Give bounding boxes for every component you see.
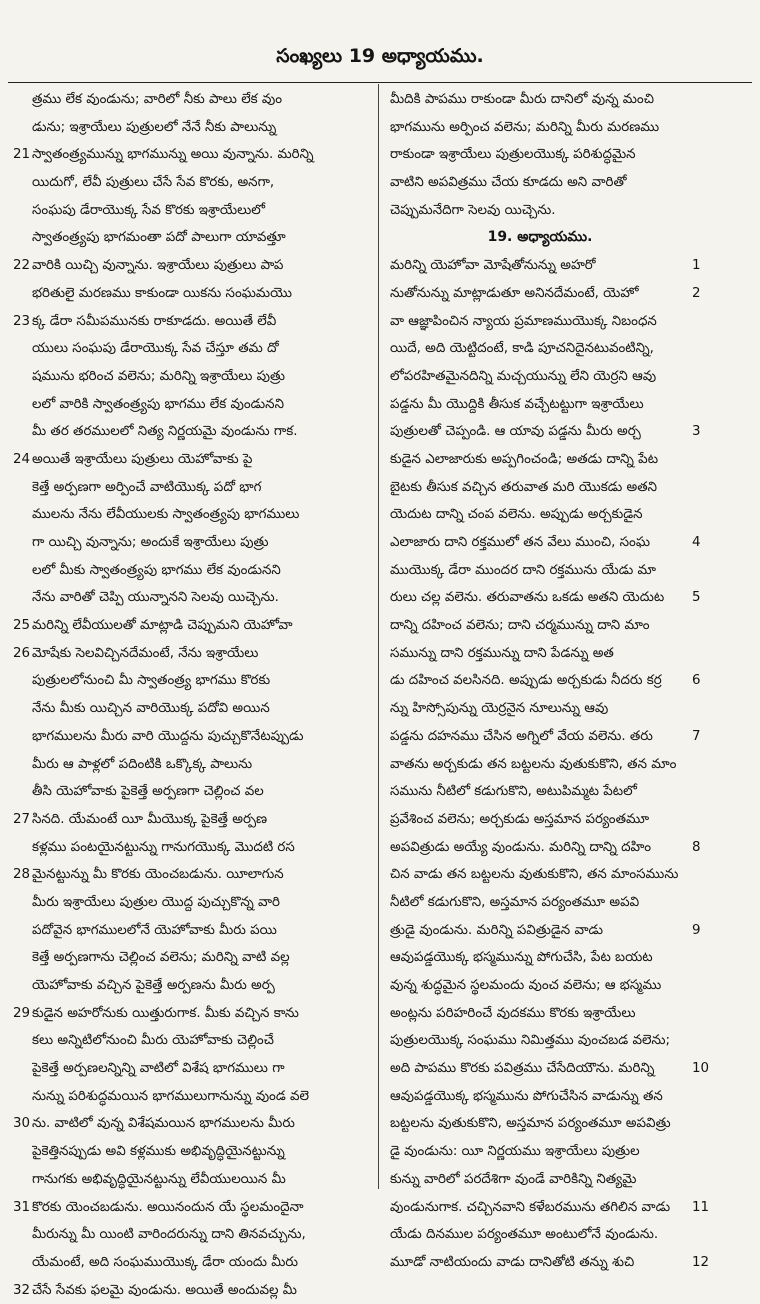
verse-number: 24 [12,451,30,467]
right-column-text [390,86,690,1277]
text-line: అంట్లను పరిహరించే వుదకము కొరకు ఇశ్రాయేలు [390,1005,636,1021]
verse-number: 27 [12,811,30,827]
text-line: పడ్డను మీ యొద్దికి తీసుక వచ్చేటట్టుగా ఇశ్రాయేలు [390,396,644,412]
verse-number [0,667,32,695]
text-line: లలో మీకు స్వాతంత్ర్యపు భాగము లేక వుండునని [32,562,281,578]
left-verse-numbers [0,86,32,1304]
verse-number: 2 [692,285,701,301]
verse-number: 9 [692,922,701,938]
text-line: నీటిలో కడుగుకొని, అస్తమాన పర్యంతమూ అపవి [390,894,640,910]
text-line: రాకుండా ఇశ్రాయేలు పుత్రులయొక్క పరిశుద్ధమైన [390,147,636,163]
text-line: వాటిని అపవిత్రము చేయ కూడదు అని వారితో [390,175,627,191]
text-line: వున్న శుద్ధమైన స్థలమందు వుంచ వలెను; ఆ భస్మము [390,978,662,993]
text-line: వాతను అర్చకుడు తన బట్టలను వుతుకుకొని, తన మాం [390,756,677,772]
text-line: లోపరహితమైనదిన్ని మచ్చయున్ను లేని యెర్రని ఆవు [390,368,657,384]
verse-number [0,889,32,917]
text-line: పుత్రులతో చెప్పండి. ఆ యావు పడ్డను మీరు అర్చ [390,424,641,440]
verse-number [0,335,32,363]
verse-number [0,1083,32,1111]
text-line: డు దహించ వలసినది. అప్పుడు అర్చకుడు నీదరు కర్ర [390,673,662,689]
verse-number: 5 [692,590,701,606]
text-line: కెత్తే అర్పణగా అర్పించే వాటియొక్క పదో భాగ [32,479,262,495]
verse-number [692,446,722,474]
text-line: కుడైన ఎలాజారుకు అప్పగించండి; అతడు దాన్ని పేట [390,451,659,467]
verse-number: 25 [12,618,30,634]
verse-number [0,972,32,1000]
verse-number [0,557,32,585]
verse-number [0,1221,32,1249]
verse-number [0,280,32,308]
verse-number [692,1110,722,1138]
verse-number [0,695,32,723]
verse-number [692,501,722,529]
verse-number: 11 [692,1199,710,1215]
text-line: డై వుండును: యీ నిర్ణయము ఇశ్రాయేలు పుత్రుల [390,1144,640,1160]
text-line: డును; ఇశ్రాయేలు పుత్రులలో నేనే నీకు పాలున్ను [32,119,277,135]
verse-number [0,86,32,114]
text-line: స్వాతంత్ర్యపు భాగమంతా పదో పాలుగా యావత్తూ [32,230,286,246]
verse-number [692,474,722,502]
text-line: నుతోనున్ను మాట్లాడుతూ అనినదేమంటే, యెహో [390,285,639,301]
text-line: త్రుడై వుండును. మరిన్ని పవిత్రుడైన వాడు [390,922,604,938]
verse-number [0,391,32,419]
text-line: నేను మీకు యిచ్చిన వారియొక్క పదోవి అయిన [32,701,270,717]
verse-number [692,612,722,640]
verse-number [692,391,722,419]
text-line: ఎలాజారు దాని రక్తములో తన వేలు ముంచి, సంఘ [390,535,651,550]
text-line: ఆవుపడ్డయొక్క భస్మమున్ను పోగుచేసి, పేట బయట [390,950,653,966]
text-line: ములను నేను లేవీయులకు స్వాతంత్ర్యపు భాగములు [32,507,300,523]
verse-number [0,114,32,142]
text-line: భరితులై మరణము కాకుండా యికను సంఘమయొ [32,285,292,301]
text-line: యులు సంఘపు డేరాయొక్క సేవ చేస్తూ తమ దో [32,341,279,357]
verse-number [692,557,722,585]
text-line: వా ఆజ్ఞాపించిన న్యాయ ప్రమాణముయొక్క నిబంధన [390,313,657,329]
text-line: మోషేకు సెలవిచ్చినదేమంటే, నేను ఇశ్రాయేలు [32,645,259,661]
verse-number [0,778,32,806]
text-line: అది పాపము కొరకు పవిత్రము చేసేదియౌను. మరిన్ని [390,1061,655,1077]
verse-number: 8 [692,839,701,855]
verse-number [692,1138,722,1166]
text-line: యిదుగో, లేవీ పుత్రులు చేసే సేవ కొరకు, అనగా, [32,175,275,191]
verse-number: 26 [12,645,30,661]
text-line: కున్ను వారిలో పరదేశిగా వుండే వారికిన్ని నిత్యమై [390,1171,637,1187]
text-line: షమును భరించ వలెను; మరిన్ని ఇశ్రాయేలు పుత్రు [32,368,286,384]
verse-number: 10 [692,1061,710,1077]
text-line: అయితే ఇశ్రాయేలు పుత్రులు యెహోవాకు పై [32,451,253,467]
text-line: కలు అన్నిటిలోనుంచి మీరు యెహోవాకు చెల్లించే [32,1033,274,1049]
text-line: గానుగకు అభివృద్ధియైనట్టున్ను లేవీయులయిన మీ [32,1171,286,1187]
chapter-heading: 19. అధ్యాయము. [487,229,593,246]
text-line: కుడైన అహరోనుకు యిత్తురుగాక. మీకు వచ్చిన కాను [32,1005,299,1021]
verse-number [0,1055,32,1083]
text-line: పడ్డను దహనము చేసిన అగ్నిలో వేయ వలెను. తరు [390,728,653,744]
text-line: యేడు దినముల పర్యంతమూ అంటులోనే వుండును. [390,1227,659,1243]
text-line: న్ను హిస్సోపున్ను యెర్రనైన నూలున్ను ఆవు [390,701,609,717]
right-verse-numbers [692,86,722,1277]
verse-number [0,723,32,751]
text-line: మరిన్ని లేవీయులతో మాట్లాడి చెప్పుమని యెహోవా [32,618,293,634]
text-line: బైటకు తీసుక వచ్చిన తరువాత మరి యొకడు అతని [390,479,658,495]
text-line: వారికి యిచ్చి వున్నాను. ఇశ్రాయేలు పుత్రులు పాప [32,258,284,274]
text-line: క్క డేరా సమీపమునకు రాకూడదు. అయితే లేవీ [32,313,277,329]
text-line: సమును నీటిలో కడుగుకొని, అటుపిమ్మట పేటలో [390,784,637,800]
verse-number [692,861,722,889]
column-divider [378,84,379,1189]
verse-number [692,640,722,668]
text-line: మీదికి పాపము రాకుండా మీరు దానిలో వున్న మంచి [390,92,654,107]
text-line: నున్ను పరిశుద్ధమయిన భాగములుగానున్ను వుండ వలె [32,1088,310,1104]
verse-number [692,1083,722,1111]
verse-number [0,834,32,862]
verse-number: 4 [692,535,701,550]
verse-number: 7 [692,728,701,744]
text-line: పదోవైన భాగములలోనే యెహోవాకు మీరు పయి [32,922,277,938]
text-line: కెత్తే అర్పణగాను చెల్లించ వలెను; మరిన్ని వాటి వల్ల [32,950,290,966]
verse-number: 23 [12,313,30,329]
text-line: మీరు ఇశ్రాయేలు పుత్రుల యొద్ద పుచ్చుకొన్న వారి [32,894,280,910]
verse-number [0,1249,32,1277]
verse-number [692,1000,722,1028]
left-column-text [32,86,368,1304]
text-line: గా యిచ్చి వున్నాను; అందుకే ఇశ్రాయేలు పుత్రు [32,535,269,550]
verse-number [692,972,722,1000]
text-line: యెదుట దాన్ని చంప వలెను. అప్పుడు అర్చకుడైన [390,507,643,523]
text-line: మీరున్ను మీ యింటి వారిందరున్ను దాని తినవచ్చును, [32,1227,306,1243]
verse-number [692,806,722,834]
text-line: చెప్పుమనేదిగా సెలవు యిచ్చెను. [390,202,556,218]
verse-number: 6 [692,673,701,689]
verse-number [692,778,722,806]
text-line: యెహోవాకు వచ్చిన పైకెత్తే అర్పణను మీరు అర్ప [32,978,275,993]
text-line: ఆవుపడ్డయొక్క భస్మమును పోగుచేసిన వాడున్ను తన [390,1088,663,1104]
verse-number: 21 [12,147,30,163]
verse-number: 30 [12,1116,30,1132]
text-line: పుత్రులయొక్క సంఘము నిమిత్తము వుంచబడ వలెను; [390,1033,671,1049]
verse-number [0,363,32,391]
verse-number [692,695,722,723]
text-line: యిదే, అది యెట్టిదంటే, కాడి పూచనిదైనటువంటిన్ని, [390,341,654,357]
verse-number [692,197,722,225]
verse-number [0,1138,32,1166]
text-line: చేసే సేవకు ఫలమై వుండును. అయితే అందువల్ల మీ [32,1282,297,1298]
text-line: తీసి యెహోవాకు పైకెత్తే అర్పణగా చెల్లించ వల [32,784,264,800]
verse-number [0,529,32,557]
text-line: లలో వారికి స్వాతంత్ర్యపు భాగము లేక వుండునని [32,396,284,412]
text-line: కళ్లము పంటయైనట్టున్ను గానుగయొక్క మొదటి రస [32,839,295,855]
verse-number: 28 [12,867,30,883]
header-rule [8,82,752,83]
text-line: కొరకు యెంచబడును. అయినందున యే స్థలమందైనా [32,1199,304,1215]
verse-number: 12 [692,1254,710,1270]
verse-number [0,1166,32,1194]
verse-number: 32 [12,1282,30,1298]
text-line: దాన్ని దహించ వలెను; దాని చర్మమున్ను దాని మాం [390,618,650,634]
verse-number [0,751,32,779]
verse-number [0,501,32,529]
verse-number [692,1027,722,1055]
page-header-title: సంఖ్యలు 19 అధ్యాయము. [276,45,484,67]
text-line: పుత్రులలోనుంచి మీ స్వాతంత్ర్య భాగము కొరకు [32,673,271,689]
verse-number [0,1027,32,1055]
verse-number: 22 [12,258,30,274]
verse-number [692,1166,722,1194]
verse-number [0,917,32,945]
verse-number [0,418,32,446]
text-line: యేమంటే, అది సంఘముయొక్క డేరా యందు మీరు [32,1254,298,1270]
text-line: బట్టలను వుతుకుకొని, అస్తమాన పర్యంతమూ అపవిత్రు [390,1116,671,1132]
text-line: స్వాతంత్ర్యమున్ను భాగమున్ను అయి వున్నాను. మరిన్ని [32,147,314,163]
text-line: మరిన్ని యెహోవా మోషేతోనున్ను అహరో [390,258,596,274]
text-line: భాగమును అర్పించ వలెను; మరిన్ని మీరు మరణము [390,119,660,135]
text-line: రులు చల్ల వలెను. తరువాతను ఒకడు అతని యెదుట [390,590,665,606]
text-line: మైనట్టున్ను మీ కొరకు యెంచబడును. యీలాగున [32,867,284,883]
text-line: ను. వాటిలో వున్న విశేషమయిన భాగములను మీరు [32,1116,295,1132]
text-line: సంఘపు డేరాయొక్క సేవ కొరకు ఇశ్రాయేలులో [32,202,265,218]
verse-number [692,224,722,252]
verse-number: 31 [12,1199,30,1215]
text-line: ముయొక్క డేరా ముందర దాని రక్తమును యేడు మా [390,562,656,578]
text-line: సినది. యేమంటే యీ మీయొక్క పైకెత్తే అర్పణ [32,811,268,827]
verse-number [692,141,722,169]
verse-number [692,169,722,197]
text-line: మీ తర తరములలో నిత్య నిర్ణయమై వుండును గాక. [32,424,298,440]
verse-number [692,114,722,142]
text-line: త్రము లేక వుండును; వారిలో నీకు పాలు లేక వుం [32,92,283,107]
verse-number [692,335,722,363]
verse-number [692,889,722,917]
verse-number: 3 [692,424,701,440]
text-line: సమున్ను దాని రక్తమున్ను దాని పేడన్ను అత [390,645,614,661]
verse-number [0,169,32,197]
verse-number [692,308,722,336]
verse-number: 1 [692,258,701,274]
text-line: చిన వాడు తన బట్టలను వుతుకుకొని, తన మాంసమును [390,867,679,883]
verse-number [692,86,722,114]
verse-number [0,224,32,252]
verse-number [0,197,32,225]
text-line: మీరు ఆ పాళ్లలో పదింటికి ఒక్కొక్క పాలును [32,756,253,772]
verse-number: 29 [12,1005,30,1021]
text-line: మూడో నాటియందు వాడు దానితోటి తన్ను శుచి [390,1254,635,1270]
text-line: పైకెత్తే అర్పణలన్నిన్ని వాటిలో విశేష భాగములు గా [32,1061,285,1077]
verse-number [0,474,32,502]
text-line: అపవిత్రుడు అయ్యే వుండును. మరిన్ని దాన్ని దహిం [390,839,652,855]
text-line: భాగములను మీరు వారి యొద్దను పుచ్చుకొనేటప్పుడు [32,728,304,744]
text-line: పైకెత్తినప్పుడు అవి కళ్లముకు అభివృద్ధియైనట్టున్ను [32,1144,285,1160]
text-line: నేను వారితో చెప్పి యున్నానని సెలవు యిచ్చెను. [32,590,279,606]
verse-number [0,584,32,612]
verse-number [692,363,722,391]
verse-number [692,944,722,972]
text-line: వుండునుగాక. చచ్చినవాని కళేబరమును తగిలిన వాడు [390,1199,671,1215]
verse-number [692,751,722,779]
verse-number [0,944,32,972]
verse-number [692,1221,722,1249]
text-line: ప్రవేశించ వలెను; అర్చకుడు అస్తమాన పర్యంతమూ [390,811,650,827]
